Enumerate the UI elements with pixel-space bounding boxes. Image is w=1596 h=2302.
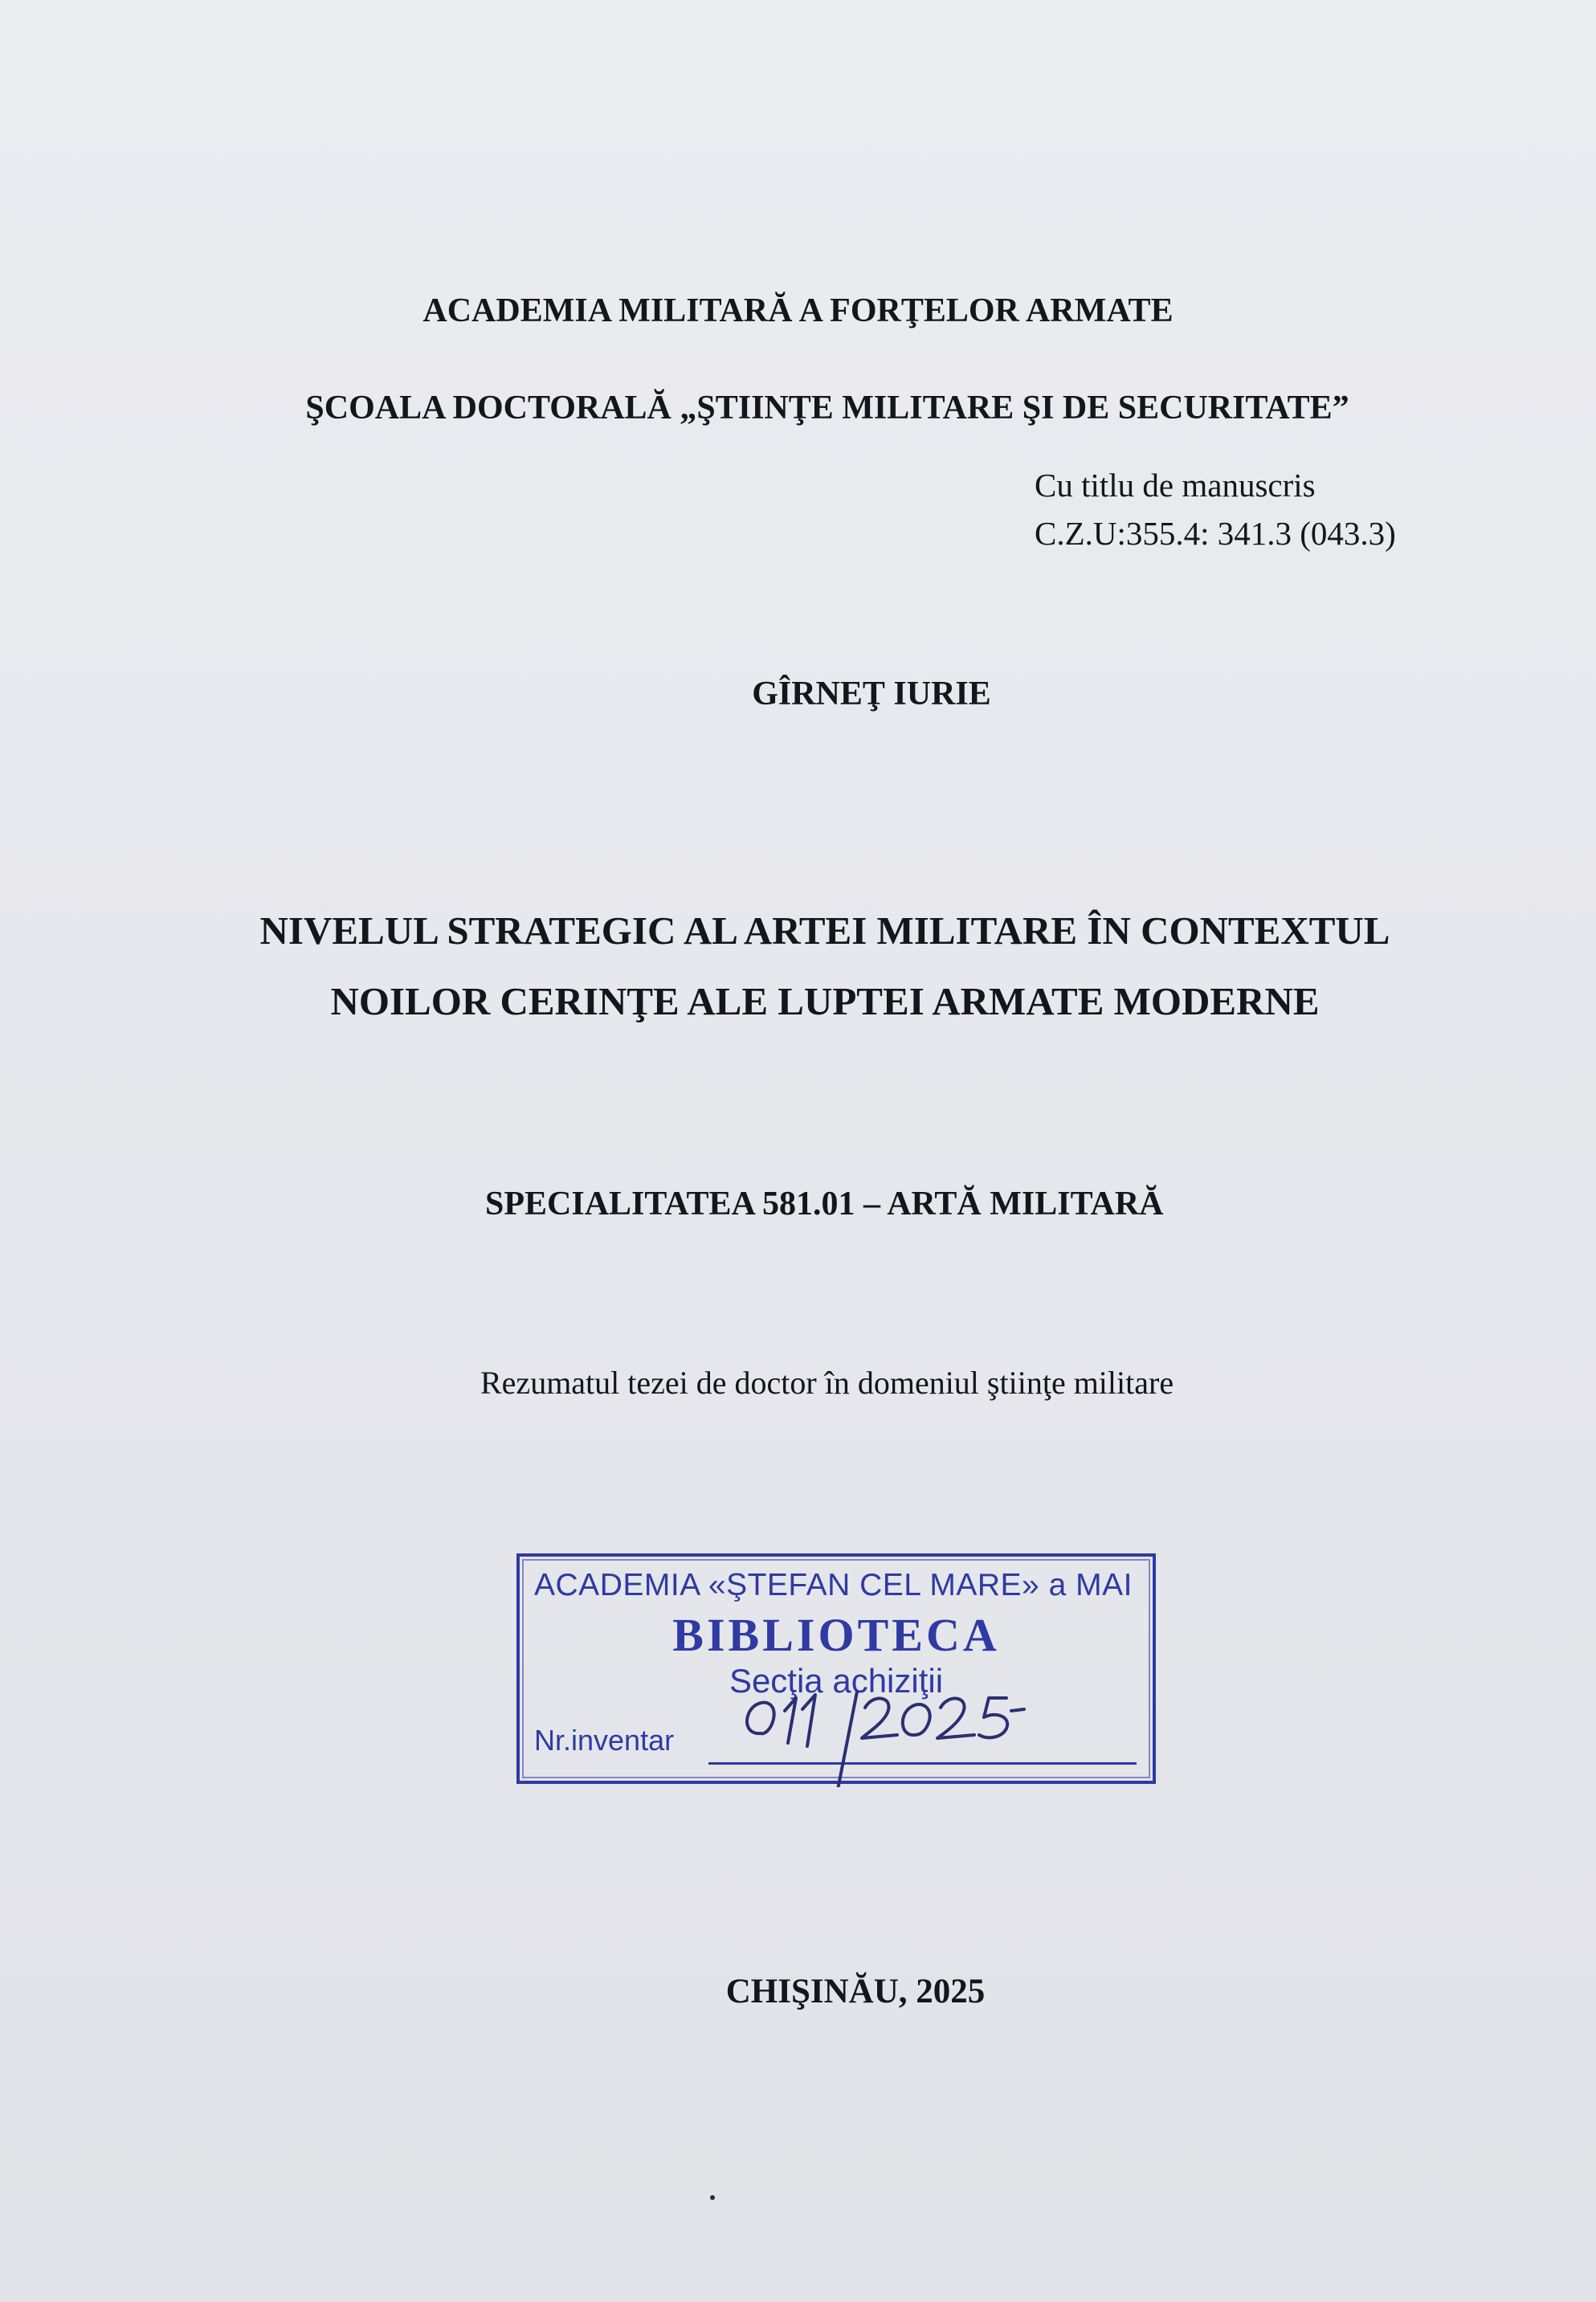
stamp-inventory-label: Nr.inventar bbox=[534, 1724, 675, 1757]
stamp-library-label: BIBLIOTECA bbox=[672, 1609, 1000, 1661]
czu-code: C.Z.U:355.4: 341.3 (043.3) bbox=[1035, 515, 1396, 552]
summary-description: Rezumatul tezei de doctor în domeniul ştiinţe militare bbox=[480, 1365, 1174, 1401]
stamp-academy-name: ACADEMIA «ŞTEFAN CEL MARE» a MAI bbox=[534, 1568, 1133, 1602]
institution-name: ACADEMIA MILITARĂ A FORŢELOR ARMATE bbox=[422, 292, 1174, 329]
thesis-title-line-1: NIVELUL STRATEGIC AL ARTEI MILITARE ÎN CONTEXTUL bbox=[259, 908, 1390, 953]
author-name: GÎRNEŢ IURIE bbox=[752, 675, 991, 712]
stamp-section-label: Secţia achiziţii bbox=[729, 1662, 944, 1700]
thesis-title-line-2: NOILOR CERINŢE ALE LUPTEI ARMATE MODERNE bbox=[330, 979, 1320, 1023]
library-stamp bbox=[516, 1553, 1156, 1784]
doctoral-school-name: ŞCOALA DOCTORALĂ „ŞTIINŢE MILITARE ŞI DE SECURITATE” bbox=[305, 390, 1349, 427]
handwritten-inventory-number bbox=[520, 1557, 1159, 1787]
place-and-year: CHIŞINĂU, 2025 bbox=[725, 1973, 986, 2010]
paper-speck bbox=[710, 2195, 715, 2200]
specialty: SPECIALITATEA 581.01 – ARTĂ MILITARĂ bbox=[485, 1186, 1164, 1222]
manuscript-note: Cu titlu de manuscris bbox=[1035, 467, 1316, 504]
